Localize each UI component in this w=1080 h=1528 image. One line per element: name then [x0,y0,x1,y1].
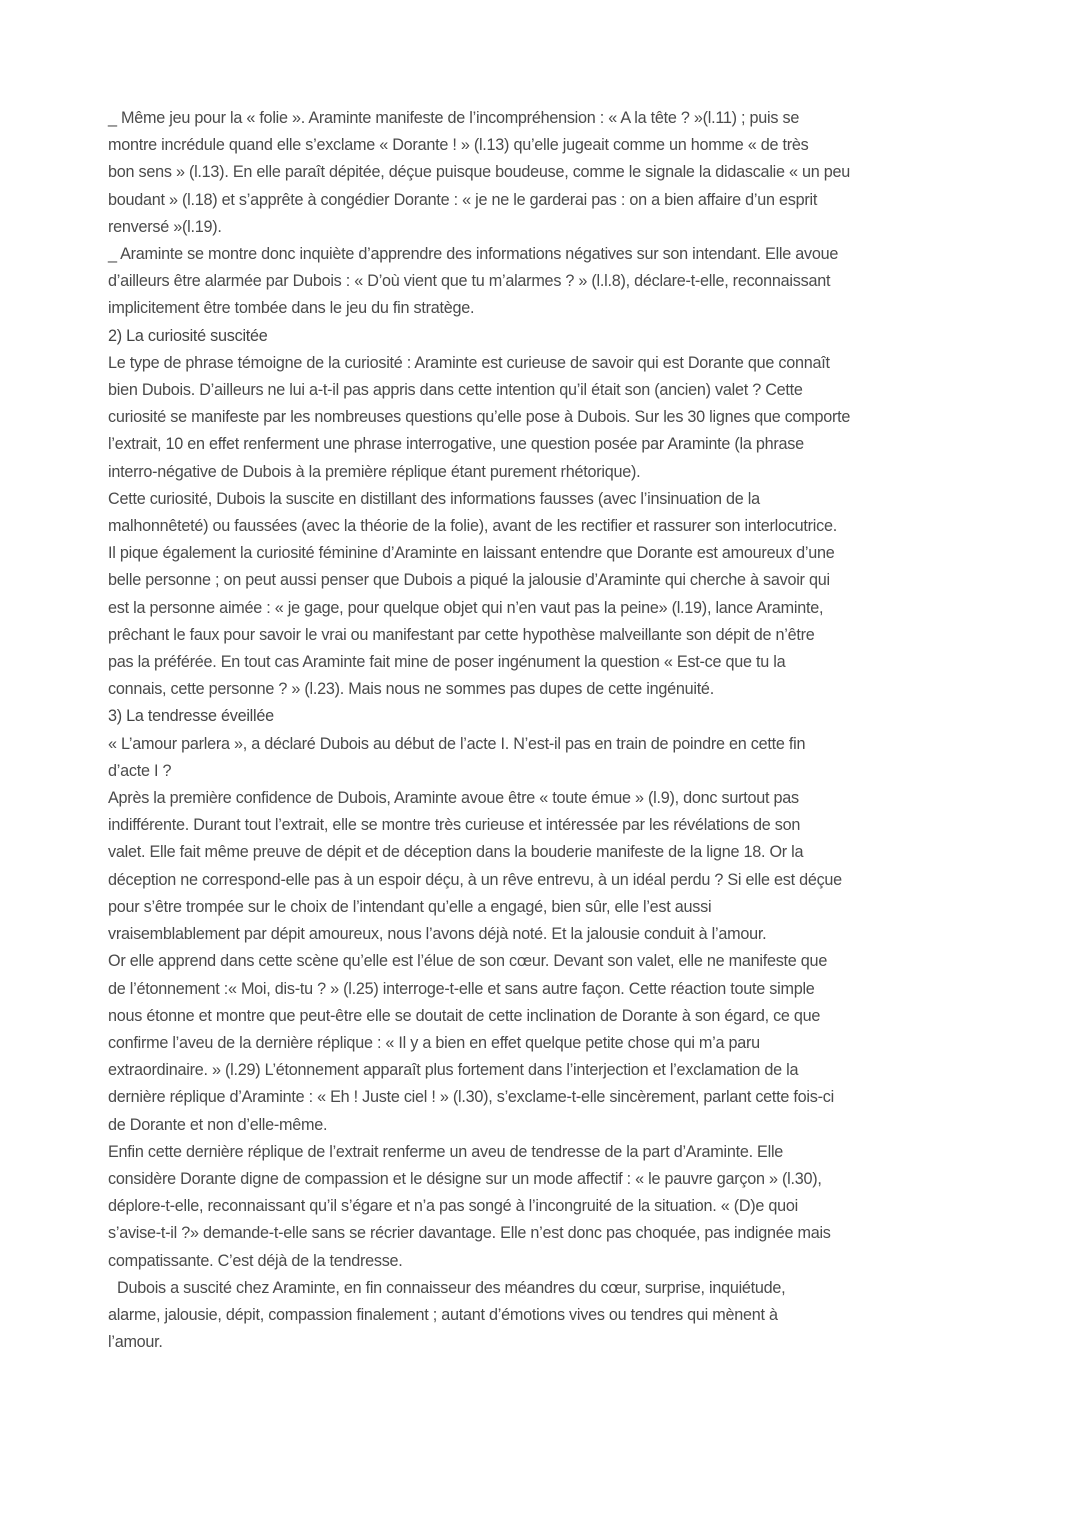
text-line: Dubois a suscité chez Araminte, en fin connaisseur des méandres du cœur, surprise, inquiétude, [117,1278,786,1297]
text-line: déplore-t-elle, reconnaissant qu’il s’égare et n’a pas songé à l’incongruité de la situation. « (D)e quoi [108,1197,799,1216]
text-line: belle personne ; on peut aussi penser que Dubois a piqué la jalousie d’Araminte qui cherche à savoir qui [108,571,830,590]
text-line: pour s’être trompée sur le choix de l’intendant qu’elle a engagé, bien sûr, elle l’est aussi [108,897,712,916]
text-line: boudant » (l.18) et s’apprête à congédier Dorante : « je ne le garderai pas : on a bien affaire d’un esprit [108,190,818,209]
section-heading: 2) La curiosité suscitée [108,326,268,345]
text-line: dernière réplique d’Araminte : « Eh ! Juste ciel ! » (l.30), s’exclame-t-elle sincèrement, parlant cette fois-ci [108,1088,834,1107]
text-line: est la personne aimée : « je gage, pour quelque objet qui n’en vaut pas la peine» (l.19), lance Araminte, [108,598,824,617]
text-line: connais, cette personne ? » (l.23). Mais nous ne sommes pas dupes de cette ingénuité. [108,680,714,699]
text-line: de l’étonnement :« Moi, dis-tu ? » (l.25) interroge-t-elle et sans autre façon. Cette réaction toute simple [108,979,815,998]
text-line: Le type de phrase témoigne de la curiosité : Araminte est curieuse de savoir qui est Dorante que connaît [108,353,830,372]
text-line: prêchant le faux pour savoir le vrai ou manifestant par cette hypothèse malveillante son dépit de n’être [108,625,815,644]
text-line: considère Dorante digne de compassion et le désigne sur un mode affectif : « le pauvre garçon » (l.30), [108,1169,822,1188]
text-line: bien Dubois. D’ailleurs ne lui a-t-il pas appris dans cette intention qu’il était son (ancien) valet ? Cette [108,381,803,400]
text-line: bon sens » (l.13). En elle paraît dépitée, déçue puisque boudeuse, comme le signale la didascalie « un peu [108,163,851,182]
text-line: vraisemblablement par dépit amoureux, nous l’avons déjà noté. Et la jalousie conduit à l’amour. [108,925,767,944]
text-line: _ Même jeu pour la « folie ». Araminte manifeste de l’incompréhension : « A la tête ? »(l.11) ; puis se [108,109,800,127]
text-line: _ Araminte se montre donc inquiète d’apprendre des informations négatives sur son intendant. Elle avoue [108,245,839,264]
text-line: curiosité se manifeste par les nombreuses questions qu’elle pose à Dubois. Sur les 30 lignes que comporte [108,408,851,427]
text-line: l’extrait, 10 en effet renferment une phrase interrogative, une question posée par Araminte (la phrase [108,435,804,454]
text-line: renversé »(l.19). [108,217,222,236]
text-line: Il pique également la curiosité féminine d’Araminte en laissant entendre que Dorante est amoureux d’une [108,544,835,563]
text-line: montre incrédule quand elle s’exclame « Dorante ! » (l.13) qu’elle jugeait comme un homme « de très [108,136,809,155]
text-line: indifférente. Durant tout l’extrait, elle se montre très curieuse et intéressée par les révélations de son [108,816,801,835]
text-line: s’avise-t-il ?» demande-t-elle sans se récrier davantage. Elle n’est donc pas choquée, pas indignée mais [108,1224,831,1243]
text-line: l’amour. [108,1333,163,1352]
text-line: déception ne correspond-elle pas à un espoir déçu, à un rêve entrevu, à un idéal perdu ? Si elle est déçue [108,870,842,889]
text-line: nous étonne et montre que peut-être elle se doutait de cette inclination de Dorante à son égard, ce que [108,1006,821,1025]
text-line: Or elle apprend dans cette scène qu’elle est l’élue de son cœur. Devant son valet, elle ne manifeste que [108,952,828,971]
text-line: pas la préférée. En tout cas Araminte fait mine de poser ingénument la question « Est-ce que tu la [108,653,786,672]
text-line: Après la première confidence de Dubois, Araminte avoue être « toute émue » (l.9), donc surtout pas [108,789,799,808]
text-line: « L’amour parlera », a déclaré Dubois au début de l’acte I. N’est-il pas en train de poindre en cette fin [108,734,806,753]
text-line: Cette curiosité, Dubois la suscite en distillant des informations fausses (avec l’insinuation de la [108,489,760,508]
text-line: compatissante. C’est déjà de la tendresse. [108,1251,403,1270]
text-line: d’ailleurs être alarmée par Dubois : « D’où vient que tu m’alarmes ? » (l.l.8), déclare-t-elle, reconnaissant [108,272,831,291]
text-line: confirme l’aveu de la dernière réplique : « Il y a bien en effet quelque petite chose qui m’a paru [108,1033,760,1052]
text-line: malhonnêteté) ou faussées (avec la théorie de la folie), avant de les rectifier et rassurer son interlocutrice. [108,517,837,536]
text-line: d’acte I ? [108,761,172,780]
document-page [108,105,851,1356]
text-line: Enfin cette dernière réplique de l’extrait renferme un aveu de tendresse de la part d’Araminte. Elle [108,1142,784,1161]
section-heading: 3) La tendresse éveillée [108,707,274,726]
text-line: de Dorante et non d’elle-même. [108,1115,328,1134]
text-line: valet. Elle fait même preuve de dépit et de déception dans la bouderie manifeste de la ligne 18. Or la [108,843,804,862]
text-line: interro-négative de Dubois à la première réplique étant purement rhétorique). [108,462,641,481]
text-line: extraordinaire. » (l.29) L’étonnement apparaît plus fortement dans l’interjection et l’exclamation de la [108,1061,799,1080]
text-line: alarme, jalousie, dépit, compassion finalement ; autant d’émotions vives ou tendres qui mènent à [108,1305,778,1324]
text-line: implicitement être tombée dans le jeu du fin stratège. [108,299,475,318]
